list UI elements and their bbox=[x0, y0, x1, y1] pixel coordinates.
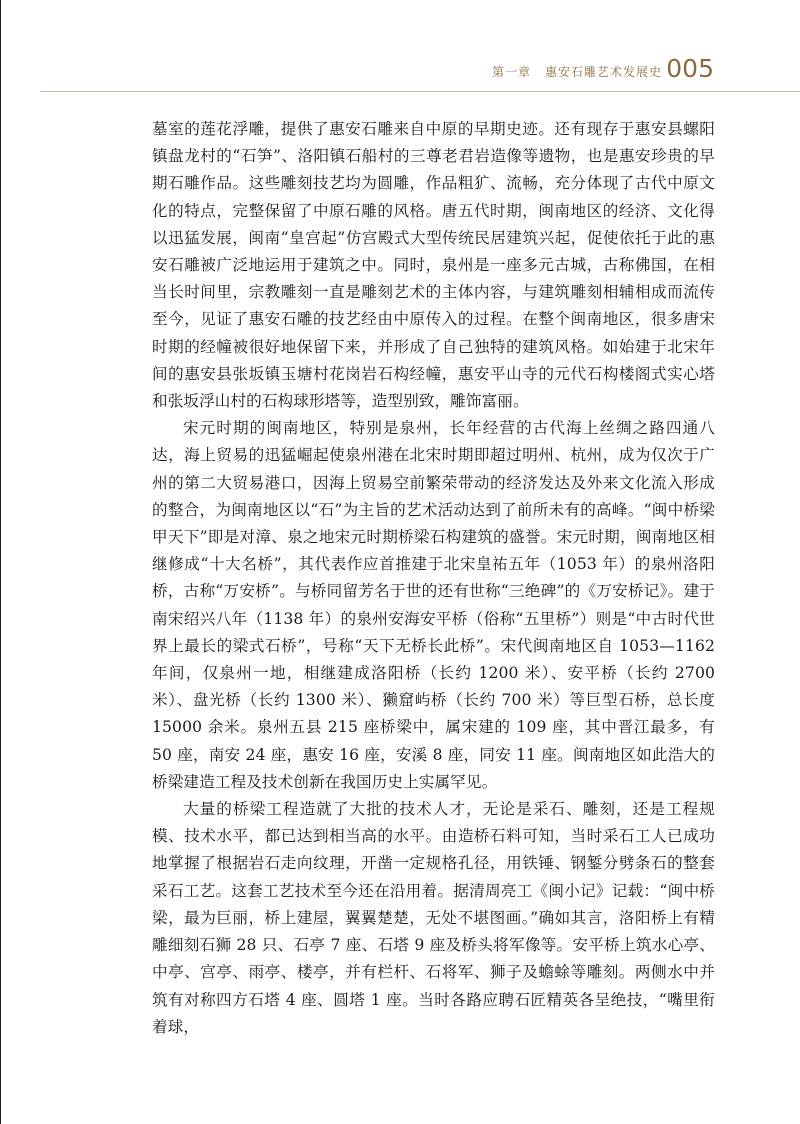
body-text bbox=[152, 116, 715, 1041]
paragraph-3: 大量的桥梁工程造就了大批的技术人才，无论是采石、雕刻，还是工程规模、技术水平，都已达到相当高的水平。由造桥石料可知，当时采石工人已成功地掌握了根据岩石走向纹理，开凿一定规格孔径，用铁锤、钢錾分劈条石的整套采石工艺。这套工艺技术至今还在沿用着。据清周亮工《闽小记》记载：“闽中桥梁，最为巨丽，桥上建屋，翼翼楚楚，无处不堪图画。”确如其言，洛阳桥上有精雕细刻石狮 28 只、石亭 7 座、石塔 9 座及桥头将军像等。安平桥上筑水心亭、中亭、宫亭、雨亭、楼亭，并有栏杆、石将军、狮子及蟾蜍等雕刻。两侧水中并筑有对称四方石塔 4 座、圆塔 1 座。当时各路应聘石匠精英各呈绝技，“嘴里衔着球， bbox=[152, 800, 715, 1036]
header-rule bbox=[40, 91, 800, 92]
chapter-label: 第一章 bbox=[491, 65, 531, 79]
paragraph-1: 墓室的莲花浮雕，提供了惠安石雕来自中原的早期史迹。还有现存于惠安县螺阳镇盘龙村的“石笋”、洛阳镇石船村的三尊老君岩造像等遗物，也是惠安珍贵的早期石雕作品。这些雕刻技艺均为圆雕，作品粗犷、流畅，充分体现了古代中原文化的特点，完整保留了中原石雕的风格。唐五代时期，闽南地区的经济、文化得以迅猛发展，闽南“皇宫起”仿宫殿式大型传统民居建筑兴起，促使依托于此的惠安石雕被广泛地运用于建筑之中。同时，泉州是一座多元古城，古称佛国，在相当长时间里，宗教雕刻一直是雕刻艺术的主体内容，与建筑雕刻相辅相成而流传至今，见证了惠安石雕的技艺经由中原传入的过程。在整个闽南地区，很多唐宋时期的经幢被很好地保留下来，并形成了自己独特的建筑风格。如始建于北宋年间的惠安县张坂镇玉塘村花岗岩石构经幢，惠安平山寺的元代石构楼阁式实心塔和张坂浮山村的石构球形塔等，造型别致，雕饰富丽。 bbox=[152, 120, 715, 411]
running-header bbox=[40, 48, 800, 92]
chapter-title: 惠安石雕艺术发展史 bbox=[544, 65, 662, 79]
paragraph-2: 宋元时期的闽南地区，特别是泉州，长年经营的古代海上丝绸之路四通八达，海上贸易的迅猛崛起使泉州港在北宋时期即超过明州、杭州，成为仅次于广州的第二大贸易港口，因海上贸易空前繁荣带动的经济发达及外来文化流入形成的整合，为闽南地区以“石”为主旨的艺术活动达到了前所未有的高峰。“闽中桥梁甲天下”即是对漳、泉之地宋元时期桥梁石构建筑的盛誉。宋元时期，闽南地区相继修成“十大名桥”，其代表作应首推建于北宋皇祐五年（1053 年）的泉州洛阳桥，古称“万安桥”。与桥同留芳名于世的还有世称“三绝碑”的《万安桥记》。建于南宋绍兴八年（1138 年）的泉州安海安平桥（俗称“五里桥”）则是“中古时代世界上最长的梁式石桥”，号称“天下无桥长此桥”。宋代闽南地区自 1053—1162 年间，仅泉州一地，相继建成洛阳桥（长约 1200 米）、安平桥（长约 2700 米）、盘光桥（长约 1300 米）、獭窟屿桥（长约 700 米）等巨型石桥，总长度 15000 余米。泉州五县 215 座桥梁中，属宋建的 109 座，其中晋江最多，有 50 座，南安 24 座，惠安 16 座，安溪 8 座，同安 11 座。闽南地区如此浩大的桥梁建造工程及技术创新在我国历史上实属罕见。 bbox=[152, 419, 715, 791]
running-head-text bbox=[492, 63, 662, 80]
page-number: 005 bbox=[666, 54, 714, 83]
page-left-edge bbox=[0, 0, 1, 1124]
